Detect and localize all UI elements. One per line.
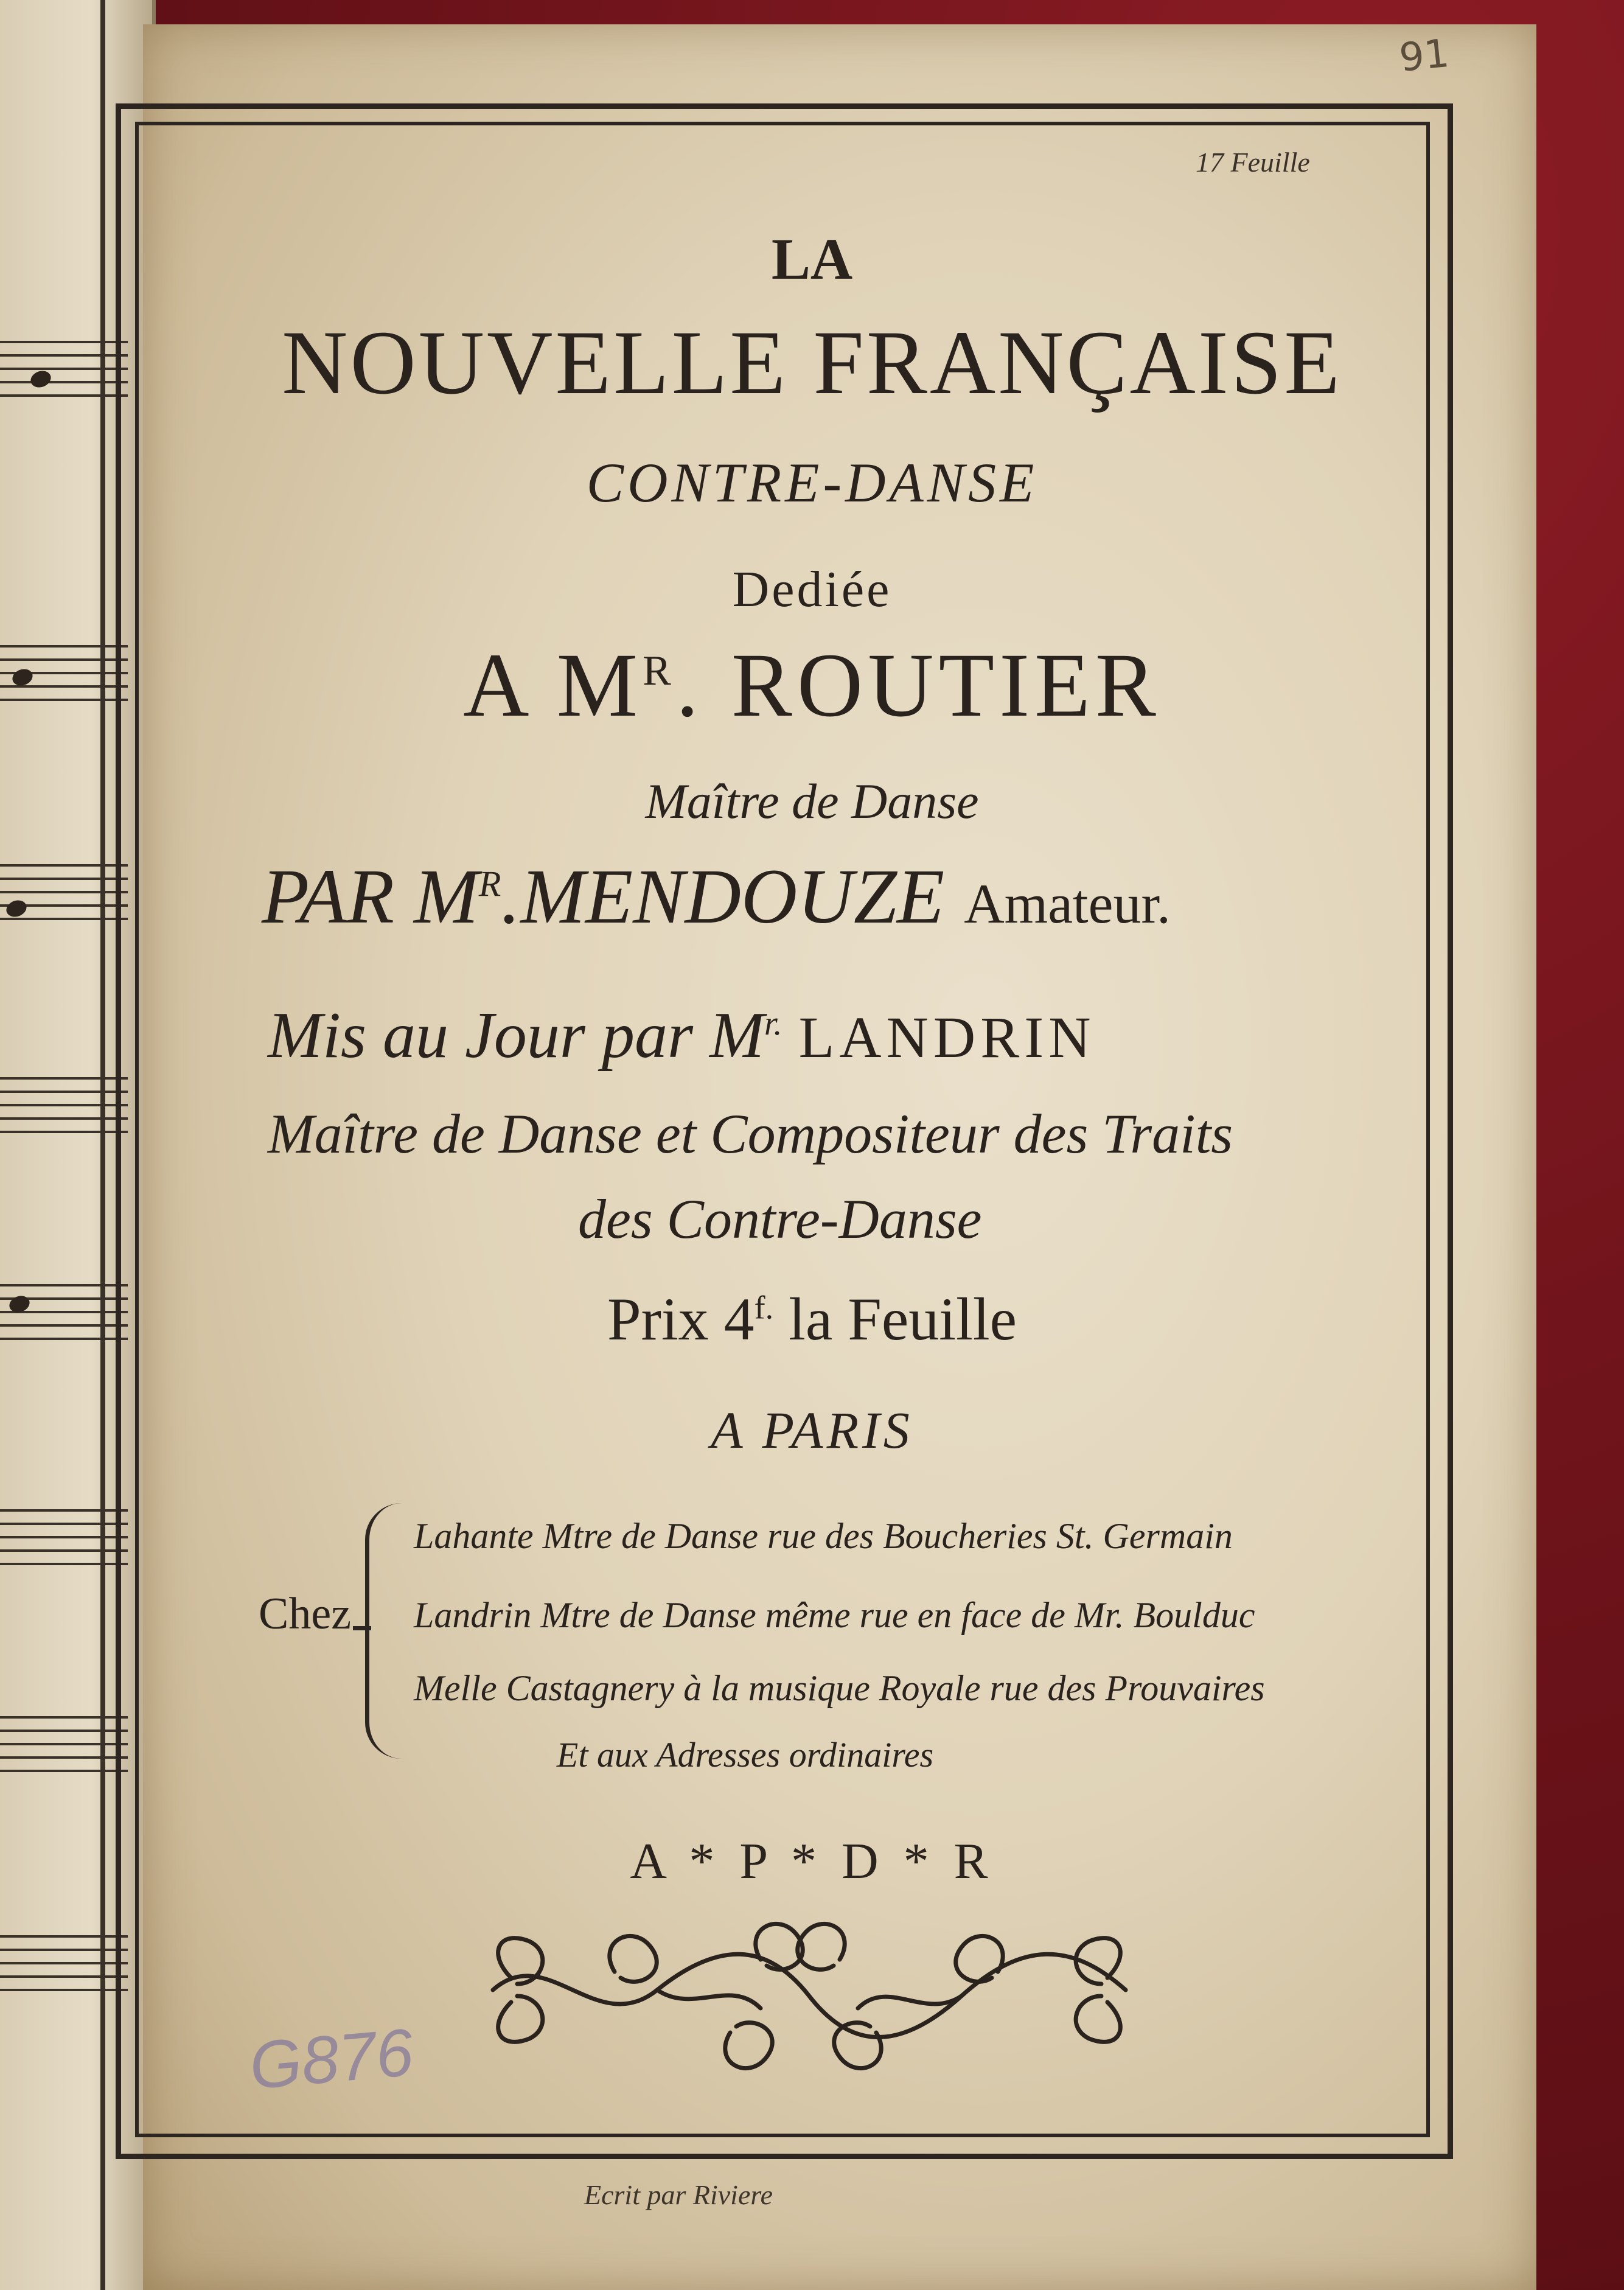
editor-line-3: des Contre-Danse — [578, 1188, 982, 1250]
author-suffix: Amateur. — [964, 873, 1171, 935]
sellers-brace-tip — [353, 1626, 371, 1639]
price-after: la Feuille — [789, 1285, 1017, 1353]
flourish-ornament — [475, 1905, 1144, 2087]
title-line-2: NOUVELLE FRANÇAISE — [282, 312, 1342, 413]
seller-entry-3: Melle Castagnery à la musique Royale rue des Prouvaires — [414, 1668, 1265, 1708]
editor-honorific: r. — [764, 1005, 782, 1042]
sellers-brace — [365, 1503, 406, 1759]
author-prefix: PAR M — [262, 853, 479, 940]
author-line: PAR $M^R.MENDOUZE$ Amateur. — [262, 853, 1171, 940]
library-stamp: G876 — [246, 2014, 416, 2104]
author-honorific: R — [478, 864, 501, 904]
seller-entry-2: Landrin Mtre de Danse même rue en face de Mr. Boulduc — [414, 1595, 1255, 1635]
seller-entry-1: Lahante Mtre de Danse rue des Boucheries St. Germain — [414, 1516, 1233, 1556]
editor-line-2: Maître de Danse et Compositeur des Traits — [268, 1103, 1233, 1165]
title-line-3: CONTRE-DANSE — [586, 452, 1038, 514]
dedicatee-prefix: A M — [463, 635, 643, 736]
privilege-line: A * P * D * R — [630, 1833, 994, 1890]
engraver-credit: Ecrit par Riviere — [584, 2179, 773, 2210]
price-before: Prix 4 — [607, 1285, 754, 1353]
price-line — [0, 1284, 1624, 1354]
music-staff — [0, 864, 128, 931]
corner-mark: 91 — [1397, 30, 1452, 82]
editor-name: LANDRIN — [798, 1005, 1096, 1070]
sheet-count: 17 Feuille — [1196, 147, 1310, 178]
music-staff — [0, 1077, 128, 1144]
price-unit: f. — [754, 1289, 774, 1326]
sellers-label: Chez — [259, 1589, 352, 1639]
title-line-4: Dediée — [732, 561, 892, 618]
dedicatee-line: A $M^R$. ROUTIER — [463, 635, 1161, 736]
dedicatee-name: ROUTIER — [731, 635, 1161, 736]
author-name: MENDOUZE — [520, 853, 945, 940]
music-staff — [0, 1935, 128, 2002]
title-line-1: LA — [771, 226, 853, 291]
dedicatee-honorific: R — [643, 648, 676, 694]
place-of-publication: A PARIS — [711, 1401, 913, 1459]
music-staff — [0, 1509, 128, 1576]
editor-line-1 — [268, 998, 1096, 1073]
sellers-closing: Et aux Adresses ordinaires — [556, 1735, 934, 1775]
dedicatee-role: Maître de Danse — [645, 773, 979, 829]
editor-prefix: Mis au Jour par M — [268, 999, 764, 1072]
